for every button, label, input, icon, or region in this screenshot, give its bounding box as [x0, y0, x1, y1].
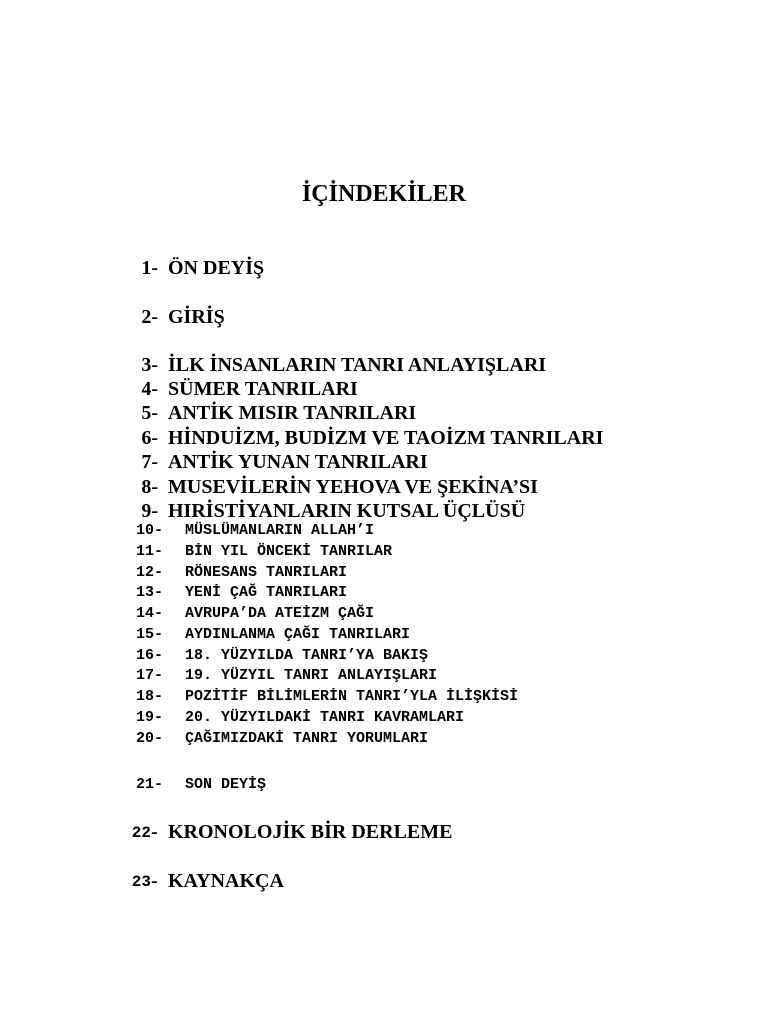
toc-entry-title: POZİTİF BİLİMLERİN TANRI’YLA İLİŞKİSİ [185, 688, 519, 705]
toc-entry-title: HİNDUİZM, BUDİZM VE TAOİZM TANRILARI [168, 427, 604, 449]
toc-entry-title: MÜSLÜMANLARIN ALLAH’I [185, 522, 375, 539]
toc-entry-title: SÜMER TANRILARI [168, 378, 358, 400]
toc-entry-number: 20- [135, 730, 163, 747]
toc-entry-number: 21- [135, 776, 163, 793]
toc-entry-title: RÖNESANS TANRILARI [185, 564, 348, 581]
toc-entry-title: KAYNAKÇA [168, 870, 284, 892]
toc-entry-number: 6- [141, 427, 158, 449]
toc-entry-number: 22 [131, 824, 151, 842]
toc-entry-number: 23 [131, 873, 151, 891]
toc-entry-title: 20. YÜZYILDAKİ TANRI KAVRAMLARI [185, 709, 465, 726]
toc-entry-number-suffix: - [151, 821, 158, 843]
toc-entry-number: 4- [141, 378, 158, 400]
toc-entry-number: 19- [135, 709, 163, 726]
toc-entry-number: 13- [135, 584, 163, 601]
toc-entry-title: AYDINLANMA ÇAĞI TANRILARI [185, 626, 411, 643]
toc-entry-number: 16- [135, 647, 163, 664]
toc-entry-number: 11- [135, 543, 163, 560]
toc-entry-title: HIRİSTİYANLARIN KUTSAL ÜÇLÜSÜ [168, 500, 526, 522]
page-title: İÇİNDEKİLER [301, 181, 467, 207]
toc-entry-title: İLK İNSANLARIN TANRI ANLAYIŞLARI [168, 354, 547, 376]
toc-entry-title: KRONOLOJİK BİR DERLEME [168, 821, 453, 843]
toc-entry-title: 18. YÜZYILDA TANRI’YA BAKIŞ [185, 647, 429, 664]
toc-entry-number: 10- [135, 522, 163, 539]
toc-entry-number: 17- [135, 667, 163, 684]
toc-entry-number: 3- [141, 354, 158, 376]
toc-entry-number: 8- [141, 476, 158, 498]
toc-entry-title: ÖN DEYİŞ [168, 257, 265, 279]
toc-entry-title: AVRUPA’DA ATEİZM ÇAĞI [185, 605, 375, 622]
toc-entry-number: 15- [135, 626, 163, 643]
toc-entry-number: 5- [141, 402, 158, 424]
toc-entry-title: ANTİK YUNAN TANRILARI [168, 451, 428, 473]
toc-entry-title: GİRİŞ [168, 306, 225, 328]
toc-entry-title: MUSEVİLERİN YEHOVA VE ŞEKİNA’SI [168, 476, 538, 498]
toc-entry-number-suffix: - [151, 870, 158, 892]
toc-entry-title: ÇAĞIMIZDAKİ TANRI YORUMLARI [185, 730, 429, 747]
toc-entry-title: BİN YIL ÖNCEKİ TANRILAR [185, 543, 393, 560]
toc-entry-number: 18- [135, 688, 163, 705]
toc-entry-number: 12- [135, 564, 163, 581]
toc-entry-number: 9- [141, 500, 158, 522]
toc-entry-title: SON DEYİŞ [185, 776, 267, 793]
toc-entry-number: 1- [141, 257, 158, 279]
toc-entry-title: 19. YÜZYIL TANRI ANLAYIŞLARI [185, 667, 438, 684]
toc-entry-title: ANTİK MISIR TANRILARI [168, 402, 417, 424]
toc-entry-title: YENİ ÇAĞ TANRILARI [185, 584, 348, 601]
toc-entry-number: 7- [141, 451, 158, 473]
toc-entry-number: 2- [141, 306, 158, 328]
toc-entry-number: 14- [135, 605, 163, 622]
